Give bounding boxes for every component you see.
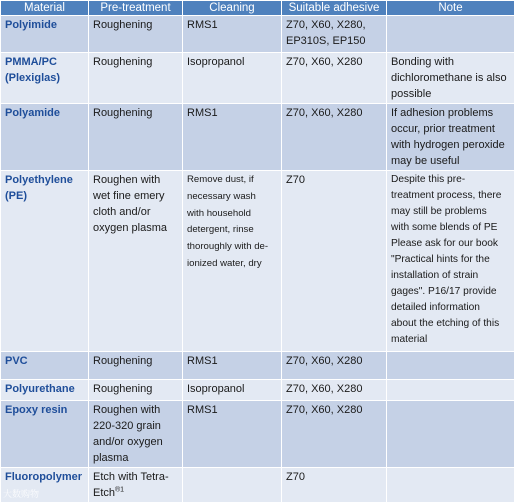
- adhesive-cell: [282, 53, 387, 104]
- note-cell: [387, 16, 514, 53]
- adhesive-line: Z70, X60, X280: [286, 355, 363, 367]
- pretreatment-line: plasma: [93, 452, 129, 464]
- note-line: Bonding with: [391, 56, 454, 68]
- header-material: Material: [1, 1, 89, 16]
- adhesive-cell: [282, 104, 387, 171]
- cleaning-line: RMS1: [187, 404, 218, 416]
- pretreatment-cell: [89, 401, 183, 468]
- pretreatment-line: Roughening: [93, 107, 153, 119]
- adhesive-cell: [282, 352, 387, 380]
- material-line: Polyimide: [5, 19, 57, 31]
- material-line: Fluoropolymer: [5, 471, 83, 483]
- note-line: material: [391, 334, 428, 345]
- adhesive-line: Z70, X60, X280,: [286, 19, 366, 31]
- note-cell: [387, 53, 514, 104]
- material-line: (Plexiglas): [5, 72, 61, 84]
- adhesive-cell: [282, 401, 387, 468]
- pretreatment-line: Roughening: [93, 56, 153, 68]
- table-row-polyurethane: [1, 380, 514, 401]
- material-line: PMMA/PC: [5, 56, 57, 68]
- note-line: detailed information: [391, 302, 480, 313]
- pretreatment-line: wet fine emery: [93, 190, 165, 202]
- note-cell: [387, 104, 514, 171]
- cleaning-cell: [183, 16, 282, 53]
- cleaning-line: Isopropanol: [187, 383, 245, 395]
- note-line: "Practical hints for the: [391, 254, 490, 265]
- note-line: with some blends of PE: [391, 222, 498, 233]
- header-note: Note: [387, 1, 514, 16]
- pretreatment-cell: [89, 468, 183, 503]
- note-cell: [387, 352, 514, 380]
- pretreatment-line: Roughening: [93, 355, 153, 367]
- material-cell: [1, 380, 89, 401]
- table-row-polyethylene: [1, 171, 514, 352]
- header-suitable-adhesive: Suitable adhesive: [282, 1, 387, 16]
- note-line: may still be problems: [391, 206, 487, 217]
- pretreatment-line: [93, 485, 178, 501]
- adhesive-cell: [282, 380, 387, 401]
- cleaning-cell: [183, 104, 282, 171]
- note-line: dichloromethane is also: [391, 72, 507, 84]
- pretreatment-cell: [89, 171, 183, 352]
- registered-superscript: ®1: [115, 486, 125, 494]
- note-cell: [387, 171, 514, 352]
- table-row-epoxy-resin: [1, 401, 514, 468]
- pretreatment-line: 220-320 grain: [93, 420, 161, 432]
- table-row-polyimide: [1, 16, 514, 53]
- cleaning-cell: [183, 468, 282, 503]
- note-line: may be useful: [391, 155, 460, 167]
- cleaning-line: detergent, rinse: [187, 224, 254, 236]
- material-line: Polyethylene: [5, 174, 73, 186]
- adhesive-line: Z70, X60, X280: [286, 404, 363, 416]
- material-line: Epoxy resin: [5, 404, 68, 416]
- table-row-fluoropolymer: [1, 468, 514, 503]
- material-cell: [1, 53, 89, 104]
- pretreatment-cell: [89, 104, 183, 171]
- adhesive-line: Z70: [286, 174, 305, 186]
- pretreatment-line: Roughen with: [93, 404, 161, 416]
- note-line: about the etching of this: [391, 318, 500, 329]
- note-line: Please ask for our book: [391, 238, 499, 249]
- adhesive-line: Z70: [286, 471, 305, 483]
- material-cell: [1, 401, 89, 468]
- adhesive-line: Z70, X60, X280: [286, 107, 363, 119]
- cleaning-cell: [183, 352, 282, 380]
- watermark: 大数购物: [3, 489, 40, 499]
- header-pretreatment: Pre-treatment: [89, 1, 183, 16]
- note-line: Despite this pre-: [391, 174, 466, 185]
- material-line: Polyurethane: [5, 383, 75, 395]
- adhesive-cell: [282, 468, 387, 503]
- pretreatment-line: oxygen plasma: [93, 222, 167, 234]
- pretreatment-line-text: Etch: [93, 487, 116, 499]
- table-row-polyamide: [1, 104, 514, 171]
- cleaning-line: RMS1: [187, 107, 218, 119]
- note-cell: [387, 380, 514, 401]
- note-line: possible: [391, 88, 432, 100]
- adhesive-cell: [282, 16, 387, 53]
- pretreatment-cell: [89, 16, 183, 53]
- cleaning-line: Isopropanol: [187, 56, 245, 68]
- cleaning-cell: [183, 380, 282, 401]
- cleaning-line: RMS1: [187, 19, 218, 31]
- cleaning-line: with household: [187, 207, 252, 219]
- material-cell: [1, 104, 89, 171]
- cleaning-line: RMS1: [187, 355, 218, 367]
- note-cell: [387, 401, 514, 468]
- pretreatment-cell: [89, 380, 183, 401]
- cleaning-line: necessary wash: [187, 190, 256, 202]
- pretreatment-line: Etch with Tetra-: [93, 471, 169, 483]
- material-cell: [1, 352, 89, 380]
- header-row: [1, 1, 514, 16]
- cleaning-line: thoroughly with de-: [187, 241, 269, 253]
- cleaning-cell: [183, 401, 282, 468]
- cleaning-cell: [183, 171, 282, 352]
- header-cleaning: Cleaning: [183, 1, 282, 16]
- adhesive-line: EP310S, EP150: [286, 35, 366, 47]
- pretreatment-line: Roughening: [93, 383, 153, 395]
- note-cell: [387, 468, 514, 503]
- material-line: Polyamide: [5, 107, 61, 119]
- pretreatment-line: Roughening: [93, 19, 153, 31]
- adhesive-cell: [282, 171, 387, 352]
- note-line: gages". P16/17 provide: [391, 286, 497, 297]
- material-cell: [1, 171, 89, 352]
- table-row-pmma-pc: [1, 53, 514, 104]
- cleaning-line: ionized water, dry: [187, 257, 262, 269]
- note-line: with hydrogen peroxide: [391, 139, 505, 151]
- note-line: installation of strain: [391, 270, 479, 281]
- adhesive-line: Z70, X60, X280: [286, 383, 363, 395]
- pretreatment-line: Roughen with: [93, 174, 161, 186]
- material-line: (PE): [5, 190, 27, 202]
- adhesive-line: Z70, X60, X280: [286, 56, 363, 68]
- cleaning-cell: [183, 53, 282, 104]
- note-line: treatment process, there: [391, 190, 502, 201]
- table-row-pvc: [1, 352, 514, 380]
- pretreatment-cell: [89, 352, 183, 380]
- cleaning-line: Remove dust, if: [187, 174, 254, 185]
- pretreatment-line: and/or oxygen: [93, 436, 163, 448]
- material-line: PVC: [5, 355, 28, 367]
- material-cell: [1, 16, 89, 53]
- note-line: If adhesion problems: [391, 107, 494, 119]
- note-line: occur, prior treatment: [391, 123, 495, 135]
- pretreatment-cell: [89, 53, 183, 104]
- pretreatment-line: cloth and/or: [93, 206, 151, 218]
